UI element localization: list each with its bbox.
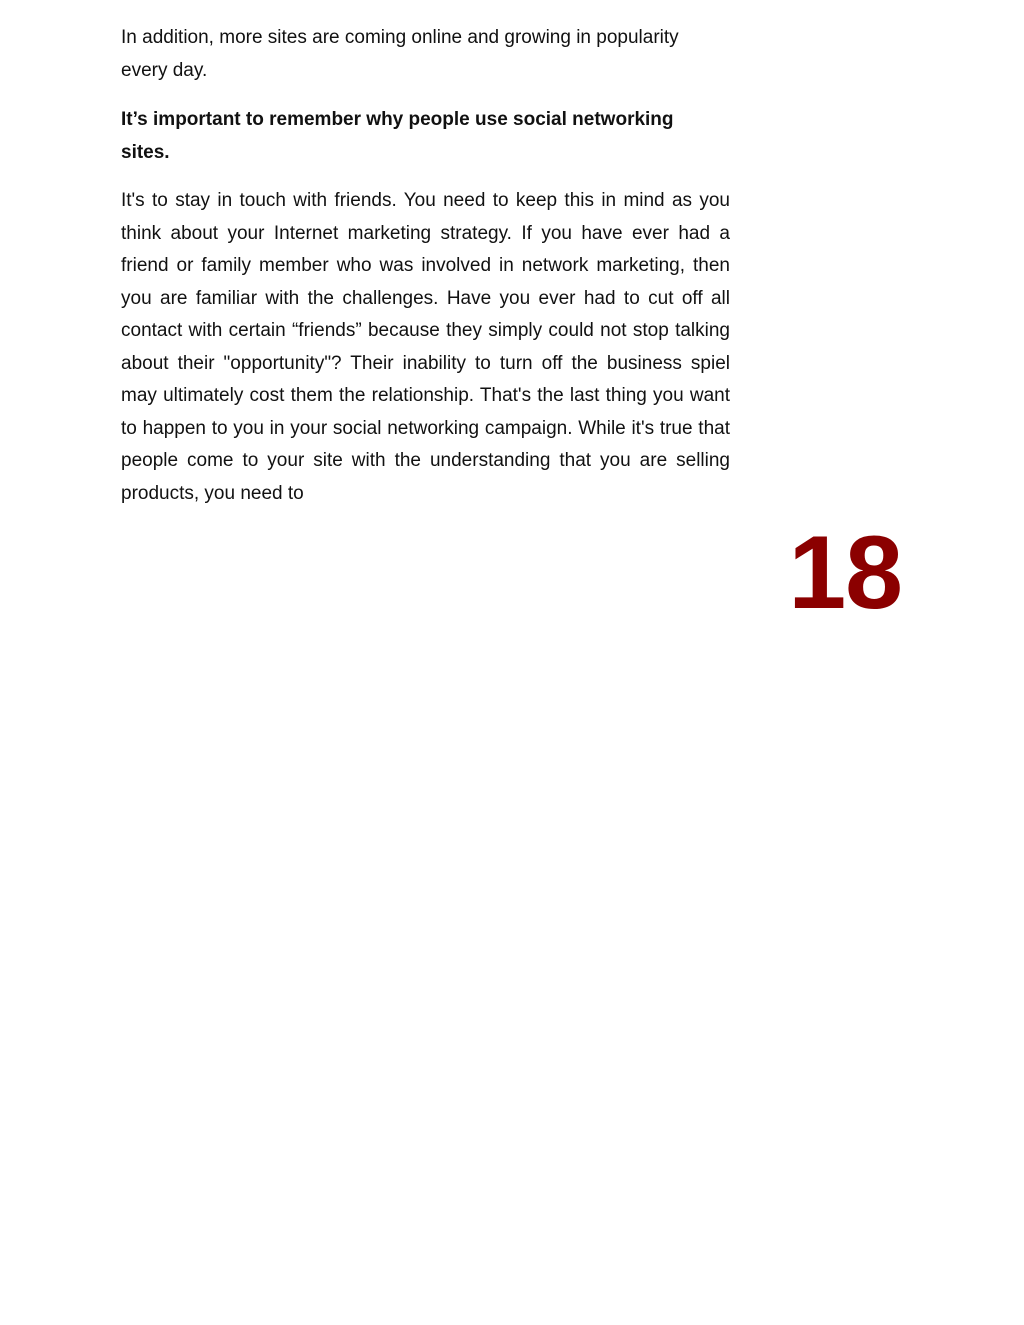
page-content bbox=[121, 22, 730, 510]
page-number: 18 bbox=[788, 515, 902, 631]
intro-paragraph: In addition, more sites are coming online and growing in popularity every day. bbox=[121, 27, 679, 81]
body-paragraph: It's to stay in touch with friends. You need to keep this in mind as you think about your Internet marketing strategy. If you have ever had a friend or family member who was involved in network marketing, then you are familiar with the challenges. Have you ever had to cut off all contact with certain “friends” because they simply could not stop talking about their "opportunity"? Their inability to turn off the business spiel may ultimately cost them the relationship. That's the last thing you want to happen to you in your social networking campaign. While it's true that people come to your site with the understanding that you are selling products, you need to bbox=[121, 190, 730, 504]
section-heading: It’s important to remember why people use social networking sites. bbox=[121, 109, 674, 163]
